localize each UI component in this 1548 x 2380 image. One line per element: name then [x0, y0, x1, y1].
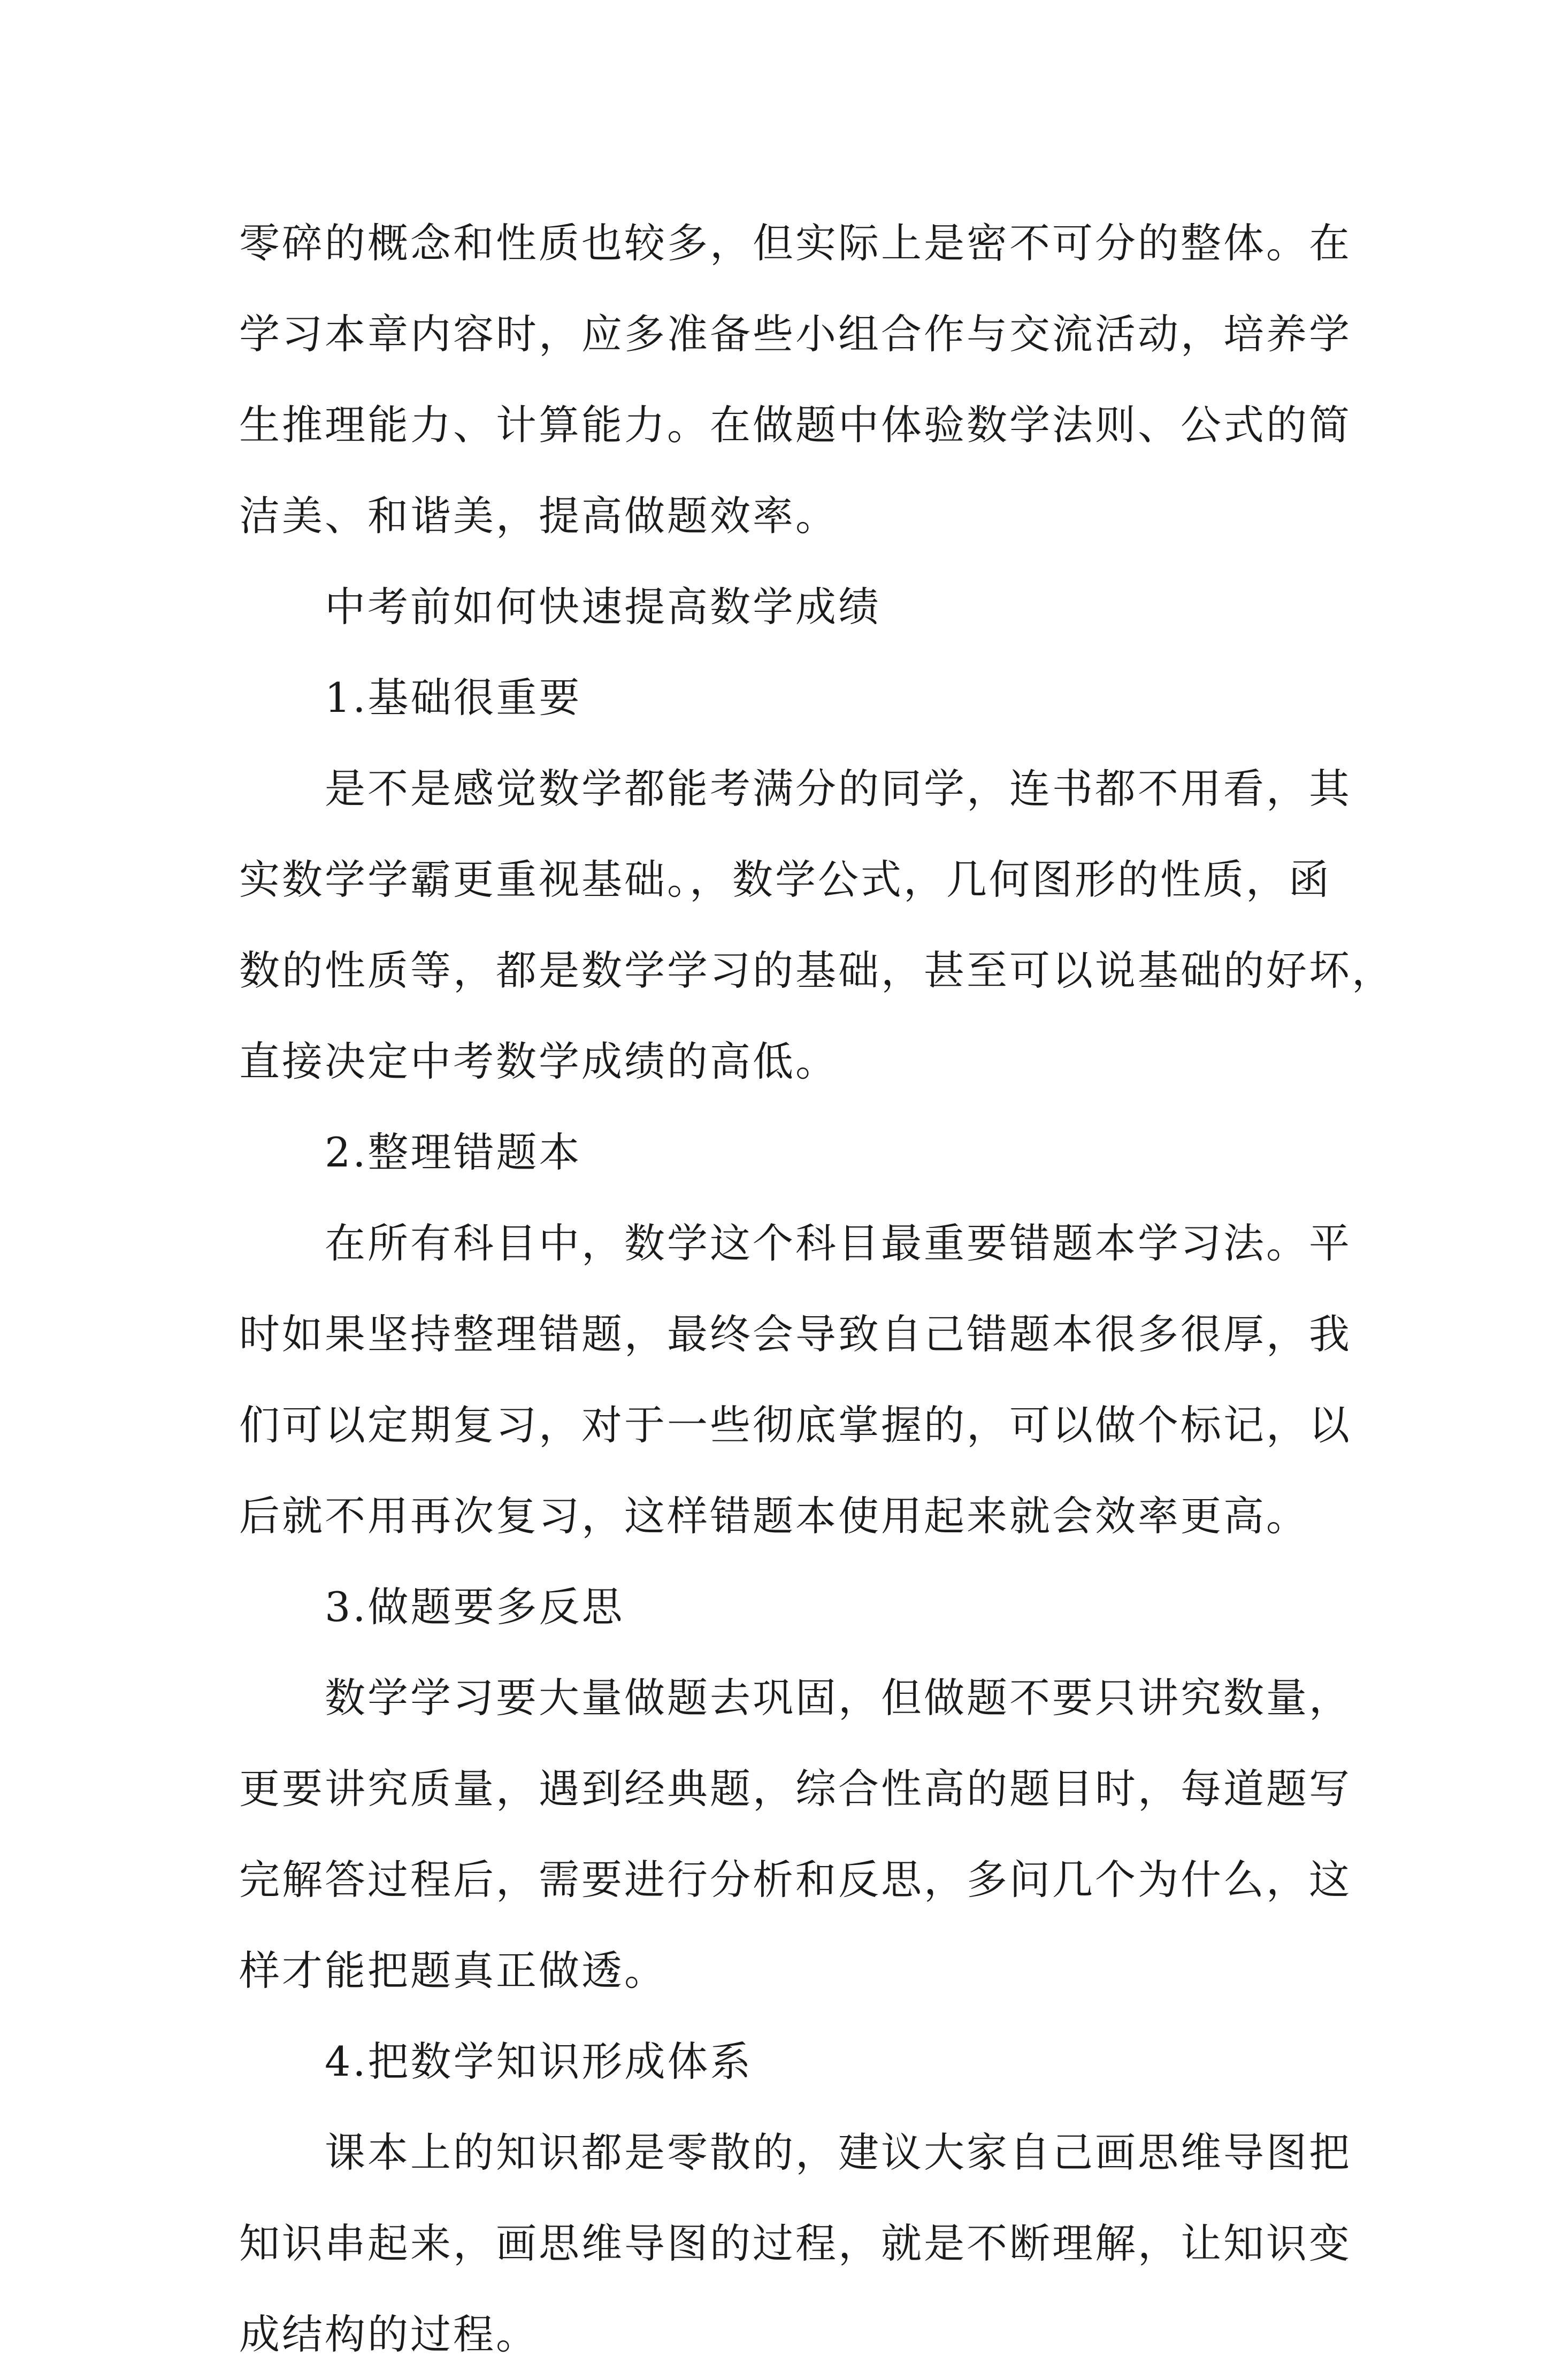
- intro-line: 学习本章内容时，应多准备些小组合作与交流活动，培养学: [239, 310, 1352, 358]
- paragraph-line: 知识串起来，画思维导图的过程，就是不断理解，让知识变: [239, 2220, 1352, 2267]
- paragraph-line: 时如果坚持整理错题，最终会导致自己错题本很多很厚，我: [239, 1310, 1352, 1358]
- paragraph-line: 数的性质等，都是数学学习的基础，甚至可以说基础的好坏，: [239, 947, 1394, 994]
- paragraph-line: 更要讲究质量，遇到经典题，综合性高的题目时，每道题写: [239, 1765, 1352, 1813]
- paragraph-line: 完解答过程后，需要进行分析和反思，多问几个为什么，这: [239, 1856, 1352, 1903]
- paragraph-line: 课本上的知识都是零散的，建议大家自己画思维导图把: [325, 2129, 1352, 2176]
- paragraph-line: 是不是感觉数学都能考满分的同学，连书都不用看，其: [325, 765, 1352, 812]
- paragraph-line: 成结构的过程。: [239, 2310, 539, 2358]
- intro-line: 洁美、和谐美，提高做题效率。: [239, 492, 838, 540]
- intro-line: 生推理能力、计算能力。在做题中体验数学法则、公式的简: [239, 401, 1352, 449]
- paragraph-line: 数学学习要大量做题去巩固，但做题不要只讲究数量，: [325, 1674, 1352, 1722]
- paragraph-line: 直接决定中考数学成绩的高低。: [239, 1038, 838, 1085]
- paragraph-line: 实数学学霸更重视基础。，数学公式，几何图形的性质，函: [239, 856, 1331, 903]
- section-heading-3: 3.做题要多反思: [325, 1583, 625, 1631]
- section-heading-4: 4.把数学知识形成体系: [325, 2038, 753, 2085]
- paragraph-line: 们可以定期复习，对于一些彻底掌握的，可以做个标记，以: [239, 1401, 1352, 1449]
- section-heading-1: 1.基础很重要: [325, 674, 582, 721]
- paragraph-line: 在所有科目中，数学这个科目最重要错题本学习法。平: [325, 1219, 1352, 1267]
- document-body: [239, 198, 1394, 2380]
- section-heading-2: 2.整理错题本: [325, 1128, 582, 1176]
- intro-line: 零碎的概念和性质也较多，但实际上是密不可分的整体。在: [239, 219, 1352, 267]
- document-title: 中考前如何快速提高数学成绩: [325, 583, 881, 631]
- paragraph-line: 后就不用再次复习，这样错题本使用起来就会效率更高。: [239, 1492, 1309, 1540]
- paragraph-line: 样才能把题真正做透。: [239, 1947, 667, 1994]
